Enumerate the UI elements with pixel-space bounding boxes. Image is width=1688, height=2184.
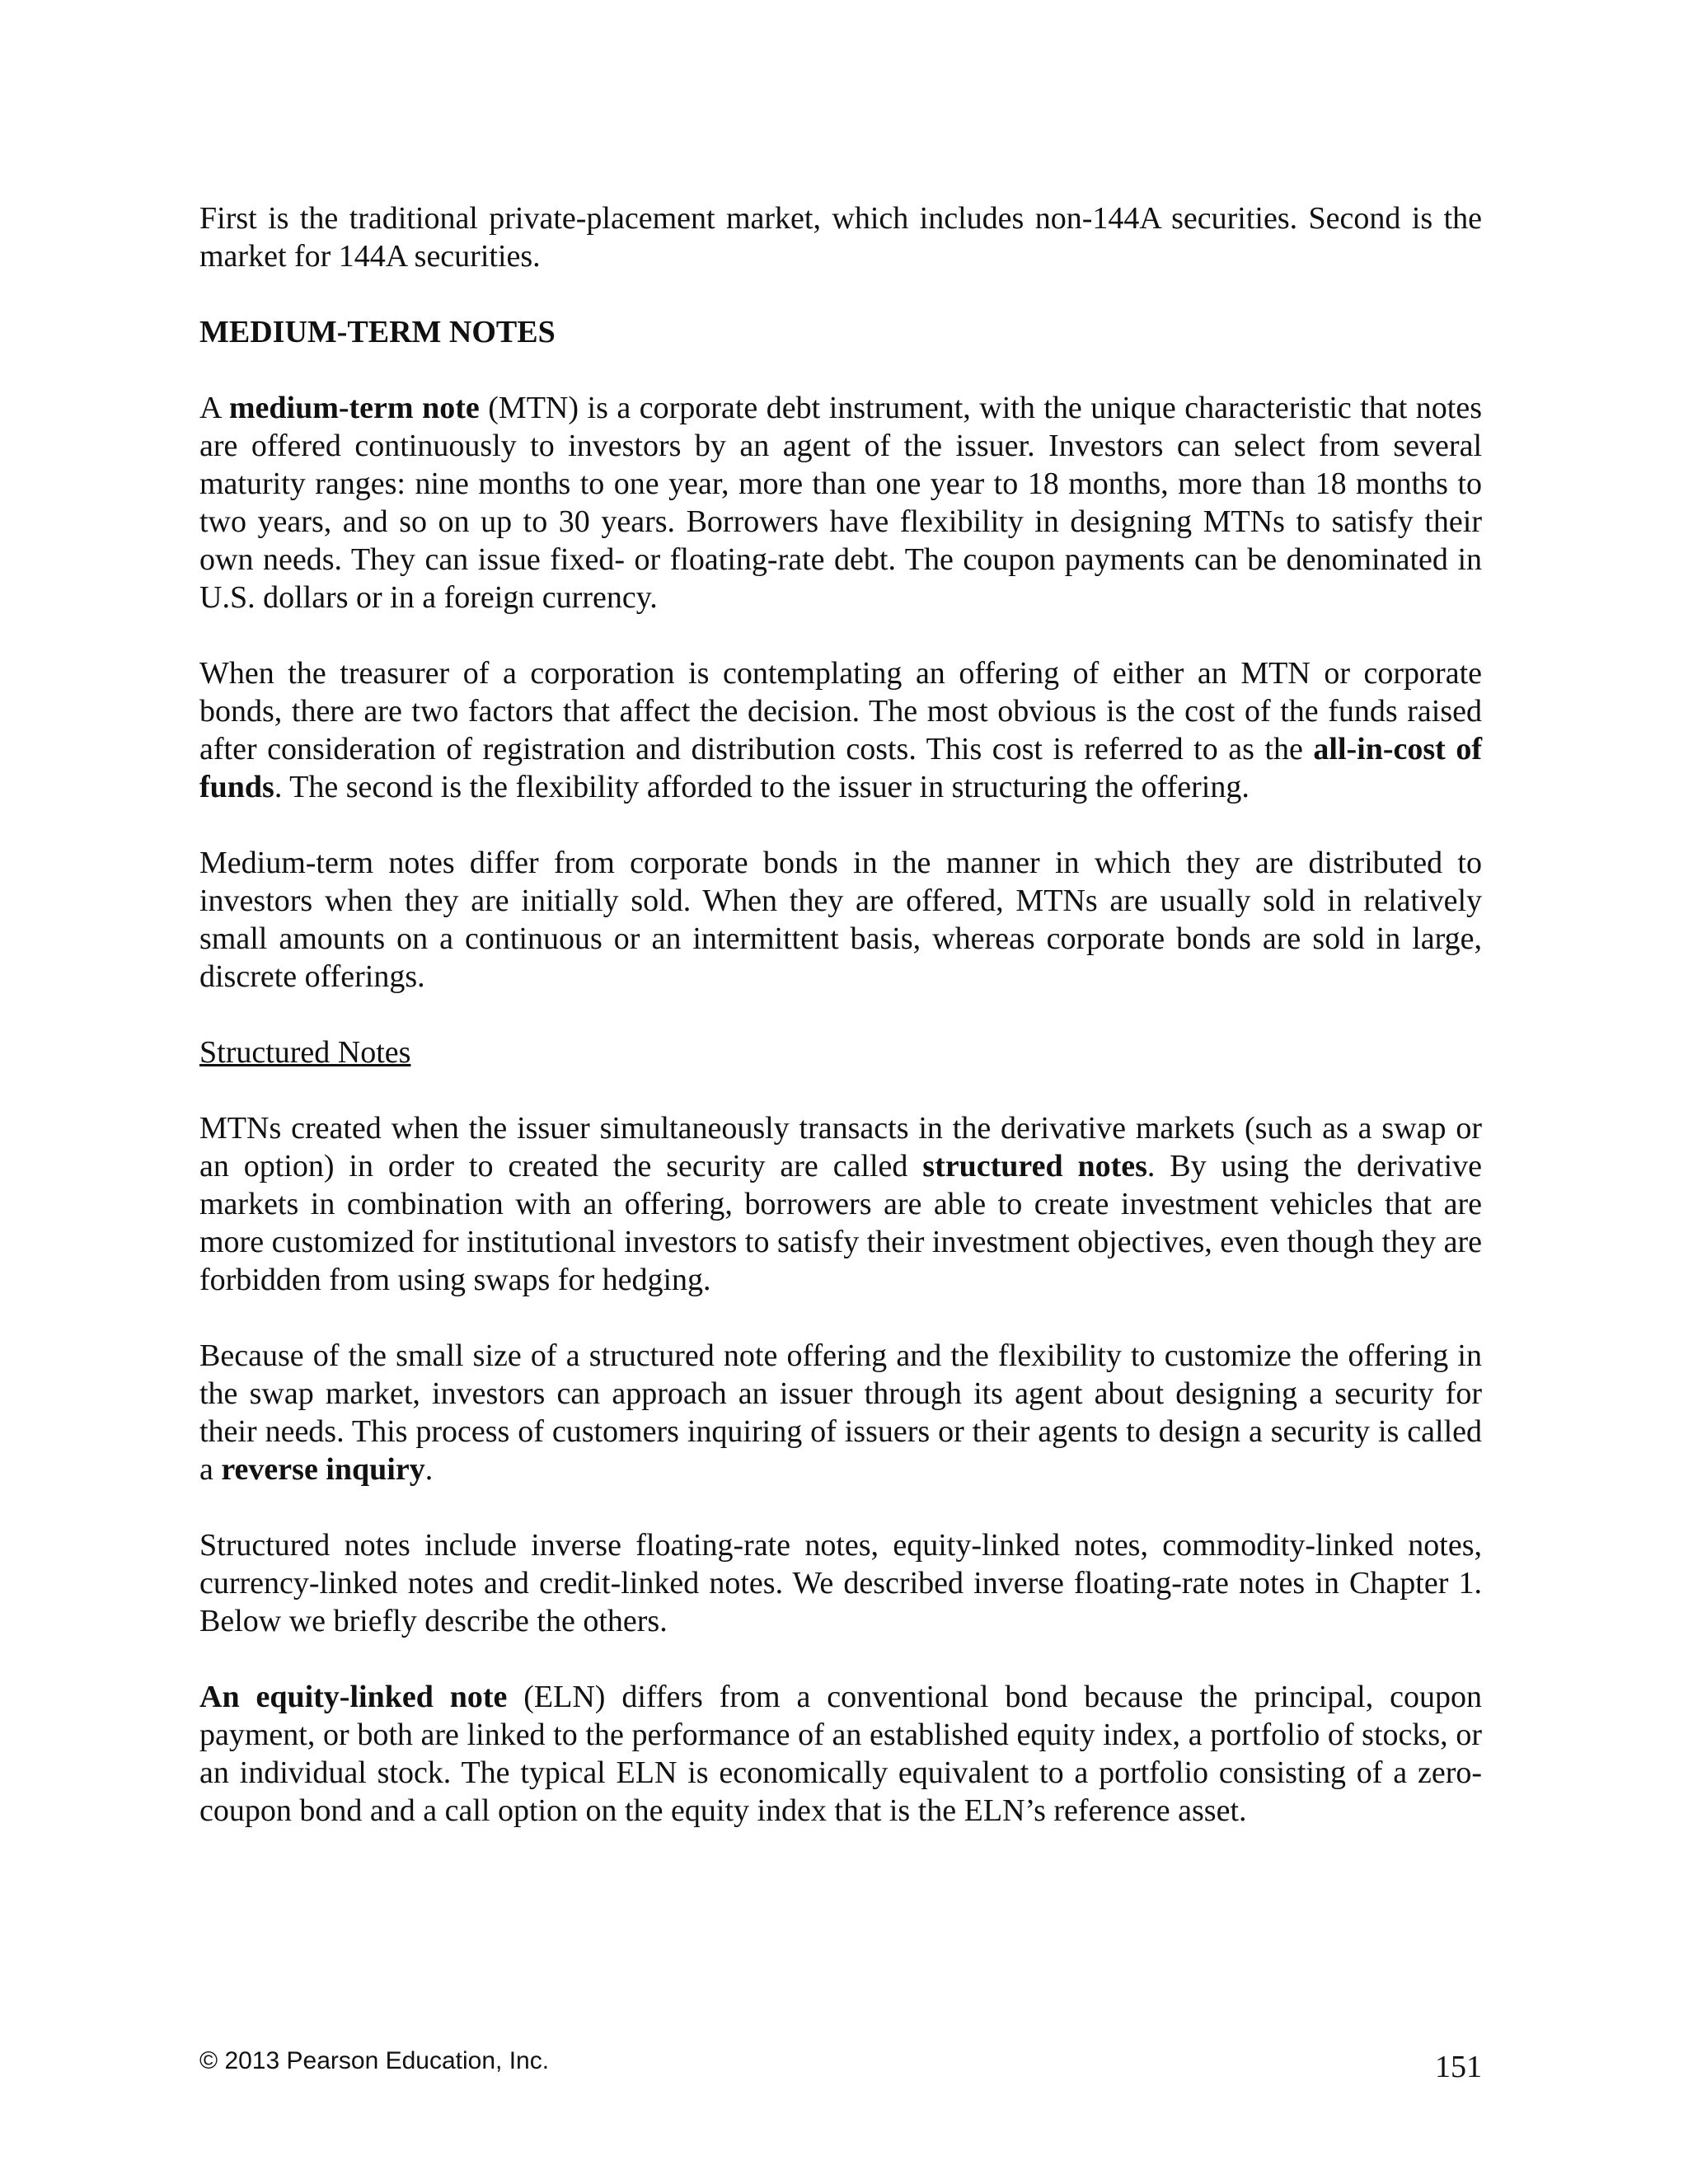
term-equity-linked-note: An equity-linked note: [199, 1680, 508, 1714]
paragraph-text: MTNs created when the issuer simultaneously transacts in the derivative markets (such as a swap or an option) in order to created the security are called: [199, 1111, 1482, 1183]
paragraph-text: .: [424, 1452, 434, 1487]
term-structured-notes: structured notes: [922, 1149, 1147, 1183]
paragraph-text: Because of the small size of a structured note offering and the flexibility to customize the offering in the swap market, investors can approach an issuer through its agent about designing a security for their needs. This process of customers inquiring of issuers or their agents to design a security is called a: [199, 1338, 1482, 1487]
paragraph-structured-note-types: [199, 1526, 1482, 1640]
paragraph-text: Medium-term notes differ from corporate bonds in the manner in which they are distributed to investors when they are initially sold. When they are offered, MTNs are usually sold in relatively small amounts on a continuous or an intermittent basis, whereas corporate bonds are sold in large, discrete offerings.: [199, 846, 1482, 994]
paragraph-text: . By using the derivative markets in combination with an offering, borrowers are able to create investment vehicles that are more customized for institutional investors to satisfy their investment objectives, even though they are forbidden from using swaps for hedging.: [199, 1149, 1482, 1297]
paragraph-structured-notes: [199, 1109, 1482, 1299]
subsection-heading-structured-notes: Structured Notes: [199, 1035, 411, 1070]
paragraph-text: When the treasurer of a corporation is contemplating an offering of either an MTN or corporate bonds, there are two factors that affect the decision. The most obvious is the cost of the funds raised after consideration of registration and distribution costs. This cost is referred to as the: [199, 656, 1482, 766]
paragraph-reverse-inquiry: [199, 1337, 1482, 1488]
page-number: 151: [1435, 2050, 1482, 2084]
term-reverse-inquiry: reverse inquiry: [221, 1452, 425, 1487]
page-body: [199, 199, 1482, 1830]
term-medium-term-note: medium-term note: [228, 391, 480, 425]
paragraph-text: A: [199, 391, 229, 425]
paragraph-mtn-definition: [199, 389, 1482, 616]
paragraph-text: (MTN) is a corporate debt instrument, with the unique characteristic that notes are offered continuously to investors by an agent of the issuer. Investors can select from several maturity ranges: nine months to one year, more than one year to 18 months, more than 18 months to two years, and so on up to 30 years. Borrowers have flexibility in designing MTNs to satisfy their own needs. They can issue fixed- or floating-rate debt. The coupon payments can be denominated in U.S. dollars or in a foreign currency.: [199, 391, 1482, 615]
paragraph-mtn-distribution: [199, 844, 1482, 996]
paragraph-private-placement: [199, 199, 1482, 275]
paragraph-equity-linked-note: [199, 1678, 1482, 1830]
paragraph-text: First is the traditional private-placement market, which includes non-144A securities. Second is the market for 144A securities.: [199, 201, 1482, 274]
footer-copyright: © 2013 Pearson Education, Inc.: [199, 2047, 550, 2074]
section-heading-medium-term-notes: MEDIUM-TERM NOTES: [199, 315, 556, 349]
paragraph-text: . The second is the flexibility afforded to the issuer in structuring the offering.: [274, 770, 1250, 804]
paragraph-text: (ELN) differs from a conventional bond because the principal, coupon payment, or both are linked to the performance of an established equity index, a portfolio of stocks, or an individual stock. The typical ELN is economically equivalent to a portfolio consisting of a zero-coupon bond and a call option on the equity index that is the ELN’s reference asset.: [199, 1680, 1482, 1828]
paragraph-text: Structured notes include inverse floating-rate notes, equity-linked notes, commodity-linked notes, currency-linked notes and credit-linked notes. We described inverse floating-rate notes in Chapter 1. Below we briefly describe the others.: [199, 1528, 1482, 1638]
paragraph-treasurer-decision: [199, 654, 1482, 806]
term-all-in-cost-of-funds: all-in-cost of funds: [199, 732, 1483, 804]
